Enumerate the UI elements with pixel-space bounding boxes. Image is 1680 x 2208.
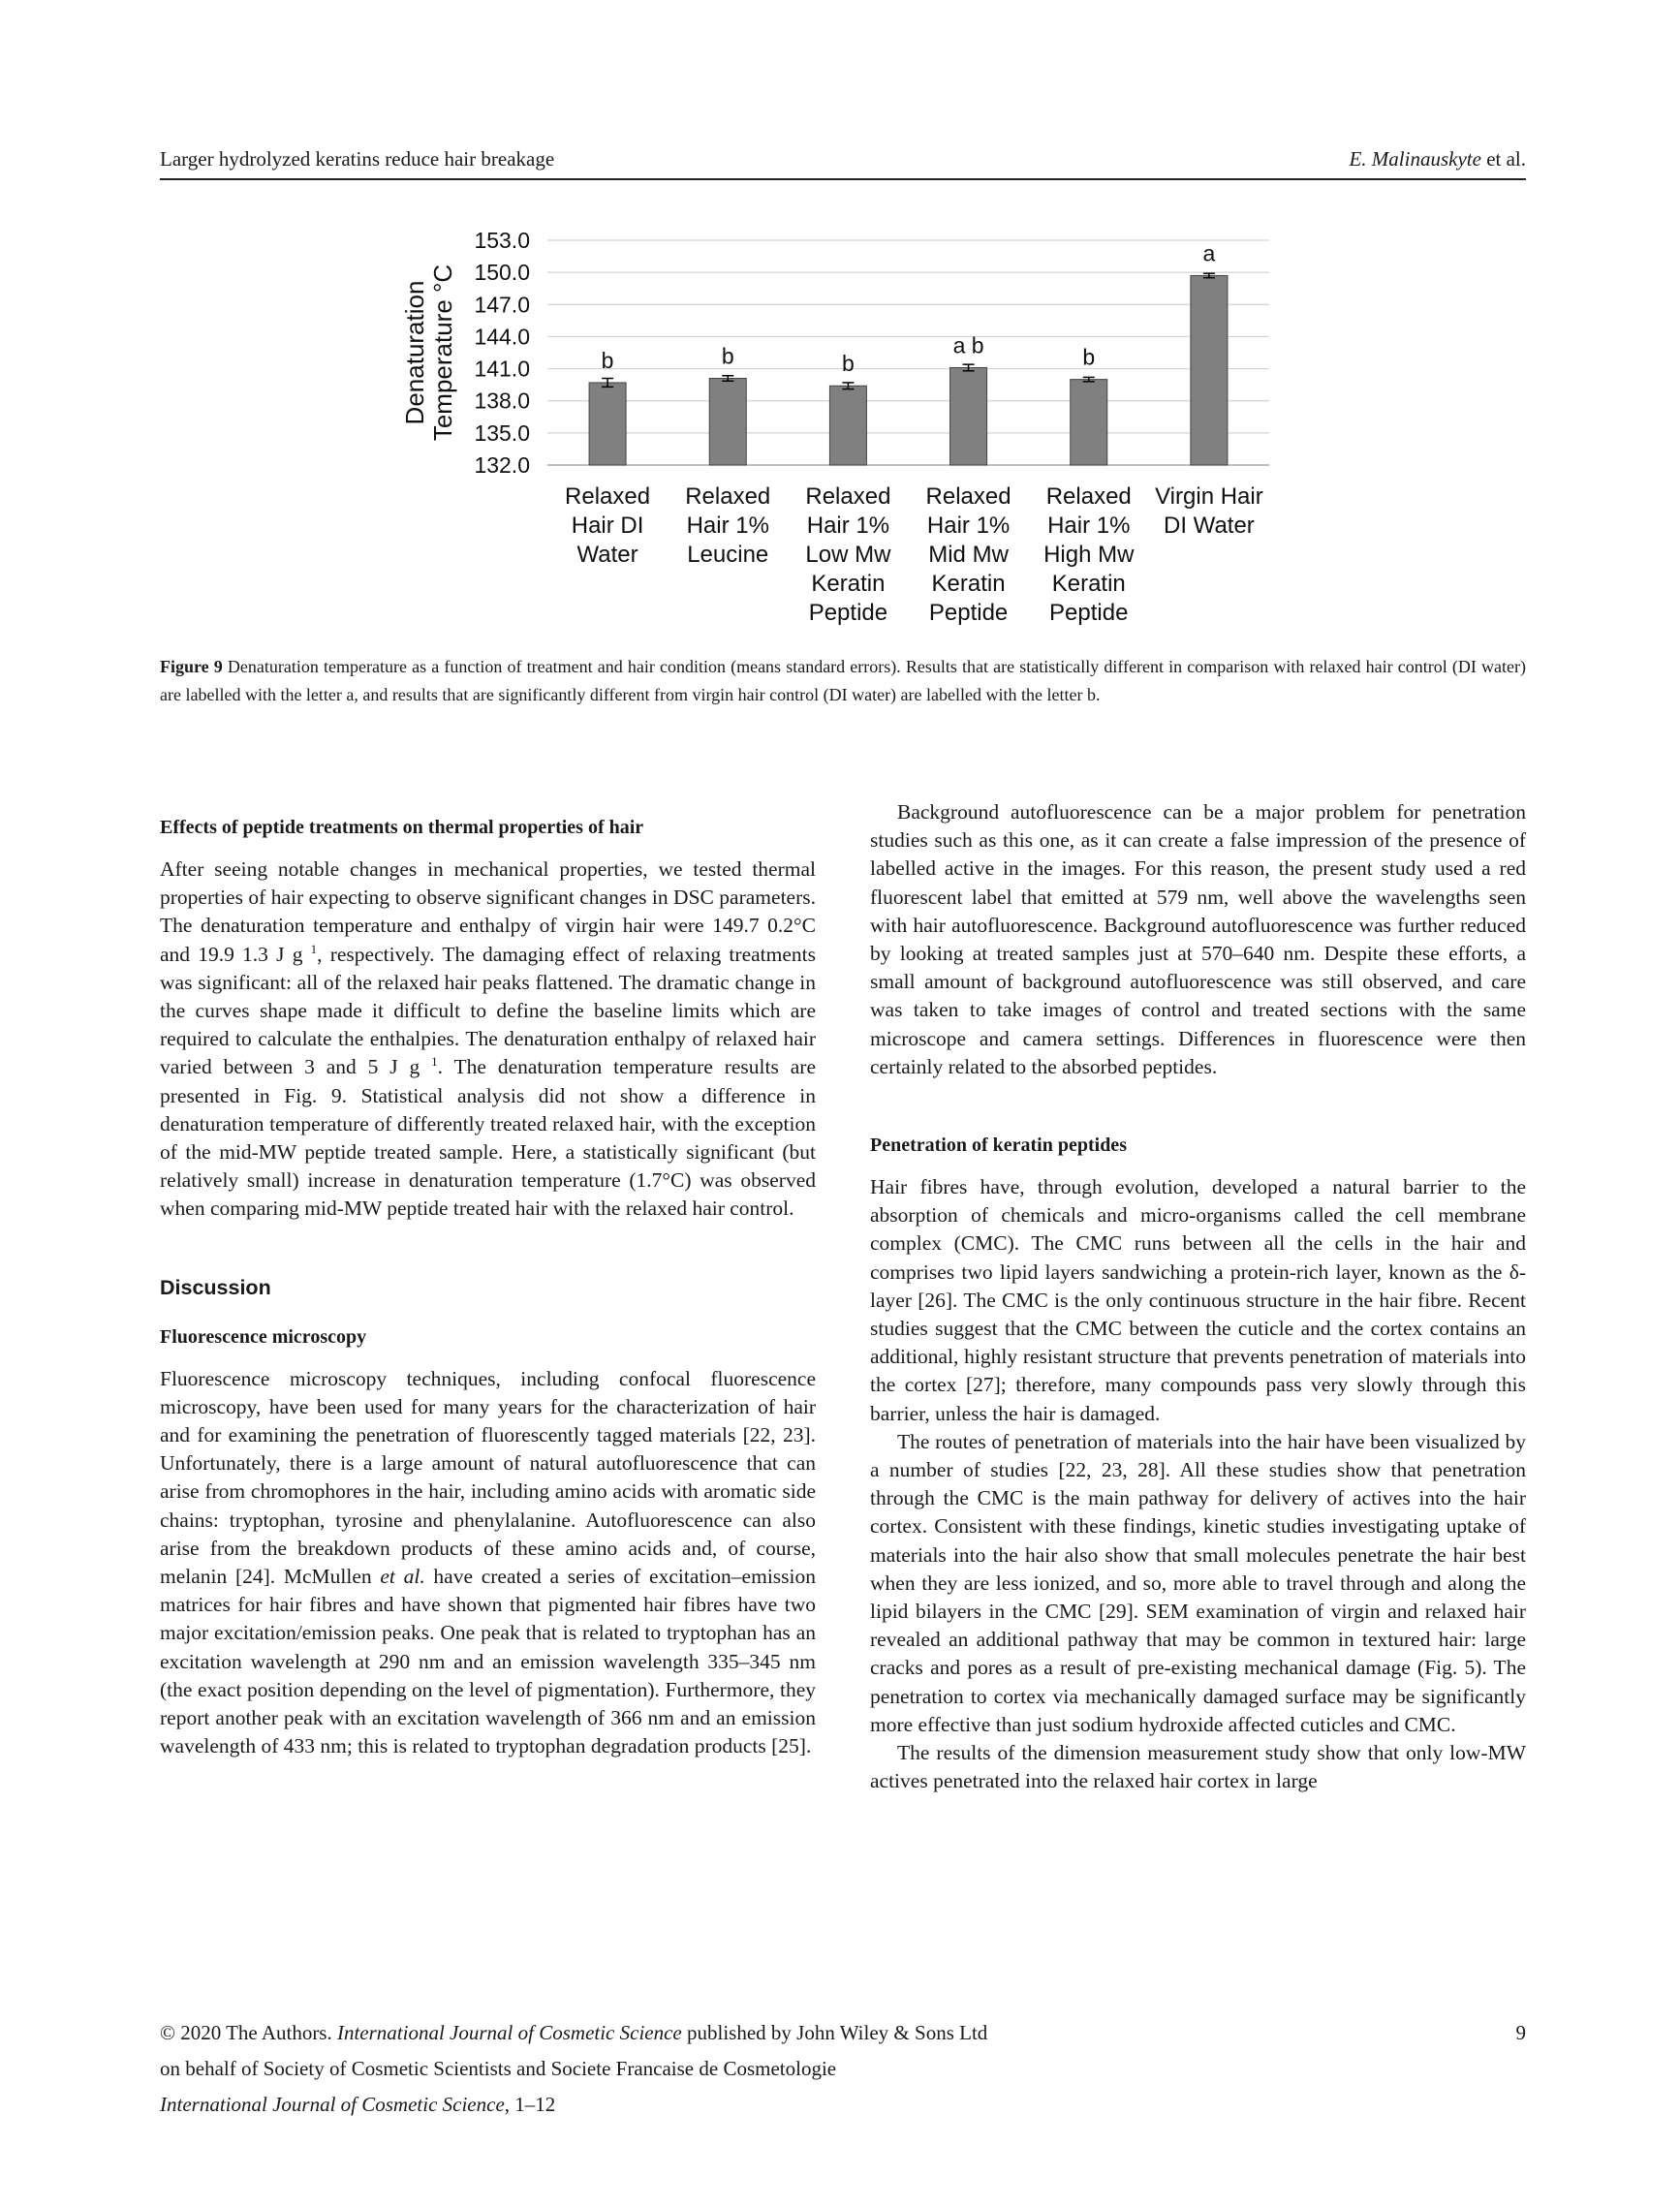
significance-label: a (1202, 240, 1216, 266)
x-category-label: Mid Mw (928, 542, 1009, 568)
x-category-label: Peptide (1049, 600, 1129, 626)
x-category-label: Keratin (811, 571, 886, 597)
x-category-label: Leucine (687, 542, 769, 568)
text-span: . The denaturation temperature results are presented in Fig. 9. Statistical analysis did not show a difference in denaturation temperature of differently treated relaxed hair, with the exception of the mid-MW peptide treated sample. Here, a statistically significant (but relatively small) increase in denaturation temperature (1.7°C) was observed when comparing mid-MW peptide treated hair with the relaxed hair control. (160, 1055, 816, 1221)
bar (589, 383, 626, 465)
figure-caption-text: Denaturation temperature as a function of treatment and hair condition (means standard errors). Results that are statistically different in comparison with relaxed hair control (DI water) are labelled with the letter a, and results that are significantly different from virgin hair control (DI water) are labelled with the letter b. (160, 657, 1526, 704)
significance-label: b (1082, 344, 1096, 370)
x-category-label: Low Mw (805, 542, 891, 568)
x-category-label: Peptide (808, 600, 888, 626)
text-span: © 2020 The Authors. (160, 2021, 337, 2044)
running-head-authors (1349, 147, 1526, 171)
bar (1191, 275, 1228, 465)
right-column (870, 798, 1526, 1796)
page-number: 9 (1515, 2021, 1526, 2044)
x-category-label: Peptide (928, 600, 1009, 626)
heading-fluorescence-microscopy: Fluorescence microscopy (160, 1325, 367, 1348)
bar (950, 367, 987, 465)
x-category-label: Relaxed (805, 483, 891, 510)
journal-name: International Journal of Cosmetic Science (160, 2093, 505, 2116)
text-span: After seeing notable changes in mechanical properties, we tested thermal properties of hair expecting to observe significant changes in DSC parameters. The denaturation temperature and enthalpy of virgin hair were 149.7 0.2°C and 19.9 1.3 J g (160, 857, 816, 966)
x-category-label: Relaxed (685, 483, 771, 510)
text-span: have created a series of excitation–emission matrices for hair fibres and have shown that pigmented hair fibres have two major excitation/emission peaks. One peak that is related to tryptophan has an excitation wavelength at 290 nm and an emission wavelength 335–345 nm (the exact position depending on the level of pigmentation). Furthermore, they report another peak with an excitation wavelength of 366 nm and an emission wavelength of 433 nm; this is related to tryptophan degradation products [25]. (160, 1565, 817, 1758)
x-category-label: Keratin (1051, 571, 1126, 597)
paragraph-dimension-measurement: The results of the dimension measurement study show that only low-MW actives penetrated into the relaxed hair cortex in large (870, 1741, 1526, 1793)
y-tick-label: 150.0 (474, 260, 530, 286)
paragraph-thermal-properties (160, 855, 816, 1224)
y-tick-label: 138.0 (474, 388, 530, 414)
footer-citation (160, 2087, 1526, 2123)
heading-penetration-keratin-peptides: Penetration of keratin peptides (870, 1135, 1127, 1157)
figure-caption-label: Figure 9 (160, 657, 223, 676)
bar (709, 379, 746, 465)
x-category-label: Hair 1% (806, 513, 890, 539)
footer-society: on behalf of Society of Cosmetic Scientists and Societe Francaise de Cosmetologie (160, 2057, 837, 2080)
y-tick-label: 147.0 (474, 292, 530, 318)
x-category-label: Relaxed (1045, 483, 1132, 510)
x-category-label: Hair DI (571, 513, 644, 539)
x-category-label: High Mw (1043, 542, 1135, 568)
heading-thermal-properties: Effects of peptide treatments on thermal properties of hair (160, 817, 644, 838)
italic-etal: et al. (380, 1565, 425, 1589)
denaturation-bar-chart (388, 221, 1289, 638)
y-axis-label-line2: Temperature °C (428, 264, 457, 442)
running-head-etal: et al. (1480, 147, 1526, 171)
paragraph-cmc-barrier: Hair fibres have, through evolution, developed a natural barrier to the absorption of chemicals and micro-organisms called the cell membrane complex (CMC). The CMC runs between all the cells in the hair and comprises two lipid layers sandwiching a protein-rich layer, known as the δ-layer [26]. The CMC is the only continuous structure in the hair fibre. Recent studies suggest that the CMC between the cuticle and the cortex contains an additional, highly resistant structure that prevents penetration of materials into the cortex [27]; therefore, many compounds pass very slowly through this barrier, unless the hair is damaged. (870, 1175, 1526, 1425)
running-head-title: Larger hydrolyzed keratins reduce hair breakage (160, 147, 555, 171)
text-span: , 1–12 (504, 2093, 556, 2116)
figure-9 (388, 221, 1289, 638)
text-span: published by John Wiley & Sons Ltd (681, 2021, 988, 2044)
x-category-label: Keratin (931, 571, 1006, 597)
x-category-label: Relaxed (565, 483, 651, 510)
y-tick-label: 135.0 (474, 420, 530, 446)
y-tick-label: 153.0 (474, 228, 530, 253)
x-category-label: Virgin Hair (1155, 483, 1263, 510)
x-category-label: Hair 1% (926, 513, 1011, 539)
paragraph-fluorescence-microscopy (160, 1365, 816, 1761)
significance-label: a b (952, 332, 984, 358)
significance-label: b (721, 343, 734, 369)
header-rule (160, 178, 1526, 180)
running-head-author: E. Malinauskyte (1349, 147, 1481, 171)
journal-name: International Journal of Cosmetic Science (336, 2021, 682, 2044)
paragraph-background-autofluorescence: Background autofluorescence can be a major problem for penetration studies such as this one, as it can create a false impression of the presence of labelled active in the images. For this reason, the present study used a red fluorescent label that emitted at 579 nm, well above the wavelengths seen with hair autofluorescence. Background autofluorescence was further reduced by looking at treated samples just at 570–640 nm. Despite these efforts, a small amount of background autofluorescence was still observed, and care was taken to take images of control and treated sections with the same microscope and camera settings. Differences in fluorescence were then certainly related to the absorbed peptides. (870, 800, 1526, 1078)
section-heading-discussion: Discussion (160, 1275, 271, 1299)
text-span: , respectively. The damaging effect of relaxing treatments was significant: all of the relaxed hair peaks flattened. The dramatic change in the curves shape made it difficult to define the baseline limits which are required to calculate the enthalpies. The denaturation enthalpy of relaxed hair varied between 3 and 5 J g (160, 942, 816, 1079)
significance-label: b (842, 351, 855, 377)
left-column (160, 814, 816, 1760)
running-head (160, 145, 1526, 180)
significance-label: b (601, 347, 614, 373)
y-tick-label: 141.0 (474, 356, 530, 382)
superscript: 1 (431, 1054, 438, 1070)
y-axis-label-line1: Denaturation (400, 280, 429, 425)
y-tick-label: 144.0 (474, 324, 530, 350)
x-category-label: Water (576, 542, 638, 568)
x-category-label: Hair 1% (686, 513, 769, 539)
x-category-label: DI Water (1164, 513, 1255, 539)
text-span: Fluorescence microscopy techniques, including confocal fluorescence microscopy, have been used for many years for the characterization of hair and for examining the penetration of fluorescently tagged materials [22, 23]. Unfortunately, there is a large amount of natural autofluorescence that can arise from chromophores in the hair, including amino acids with aromatic side chains: tryptophan, tyrosine and phenylalanine. Autofluorescence can also arise from the breakdown products of these amino acids and, of course, melanin [24]. McMullen (160, 1366, 816, 1589)
bar (1071, 380, 1107, 465)
superscript: 1 (310, 941, 318, 956)
paragraph-penetration-routes: The routes of penetration of materials into the hair have been visualized by a number of studies [22, 23, 28]. All these studies show that penetration through the CMC is the main pathway for delivery of actives into the hair cortex. Consistent with these findings, kinetic studies investigating uptake of materials into the hair also show that small molecules penetrate the hair best when they are less ionized, and so, more able to travel through and along the lipid bilayers in the CMC [29]. SEM examination of virgin and relaxed hair revealed an additional pathway that may be common in textured hair: large cracks and pores as a result of pre-existing mechanical damage (Fig. 5). The penetration to cortex via mechanically damaged surface may be significantly more effective than just sodium hydroxide affected cuticles and CMC. (870, 1429, 1526, 1736)
page-footer (160, 2015, 1526, 2123)
figure-caption (160, 653, 1526, 709)
y-tick-label: 132.0 (474, 452, 530, 478)
x-category-label: Relaxed (925, 483, 1011, 510)
x-category-label: Hair 1% (1047, 513, 1131, 539)
footer-copyright (160, 2015, 1526, 2051)
bar (829, 386, 866, 465)
